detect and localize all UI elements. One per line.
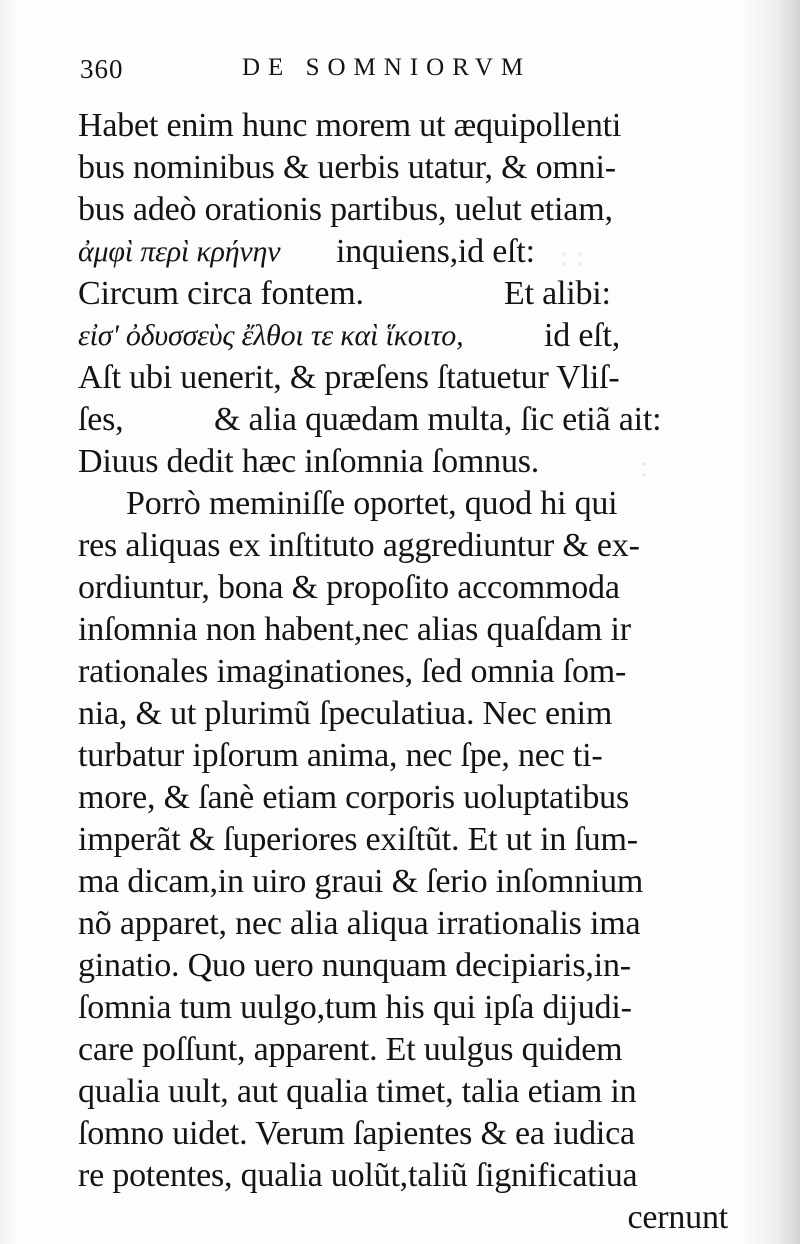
text-line: ma dicam,in uiro graui & ſerio inſomnium <box>78 863 644 900</box>
page-left-edge-shading <box>0 0 18 1244</box>
latin-gloss: Et alibi: <box>504 275 611 312</box>
text-line: re potentes, qualia uolũt,taliũ ſignificatiua <box>78 1157 638 1194</box>
text-line: Diuus dedit hæc inſomnia ſomnus. <box>78 443 540 480</box>
text-line: imperãt & ſuperiores exiſtũt. Et ut in ſum- <box>78 821 638 858</box>
greek-quotation: εἰσ' ὀδυσσεὺς ἔλθοι τε καὶ ἵκοιτο, <box>78 319 464 352</box>
text-fragment: & alia quædam multa, ſic etiã ait: <box>214 401 662 438</box>
text-line <box>78 272 726 316</box>
text-line: bus nominibus & uerbis utatur, & omni- <box>78 149 616 186</box>
text-fragment: ſes, <box>78 401 124 438</box>
running-title: DE SOMNIORVM <box>242 54 532 81</box>
text-line: ginatio. Quo uero nunquam decipiaris,in- <box>78 947 631 984</box>
bleed-through-marks: : <box>640 450 649 483</box>
spine-shadow <box>740 0 800 1244</box>
greek-quotation: ἀμφὶ περὶ κρήνην <box>78 235 281 268</box>
catchword: cernunt <box>627 1199 728 1236</box>
latin-gloss: inquiens,id eſt: <box>336 233 535 270</box>
paragraph-start-line: Porrò meminiſſe oportet, quod hi qui <box>126 485 618 522</box>
text-line: res aliquas ex inſtituto aggrediuntur & ex- <box>78 527 640 564</box>
text-line: ſomnia tum uulgo,tum his qui ipſa dijudi- <box>78 989 632 1026</box>
page-number: 360 <box>80 54 124 84</box>
text-line: nõ apparet, nec alia aliqua irrationalis ima <box>78 905 641 942</box>
text-line: bus adeò orationis partibus, uelut etiam, <box>78 191 613 228</box>
bleed-through-marks: : : <box>560 240 585 273</box>
text-line: qualia uult, aut qualia timet, talia etiam in <box>78 1073 637 1110</box>
text-line: turbatur ipſorum anima, nec ſpe, nec ti- <box>78 737 603 774</box>
text-line: more, & ſanè etiam corporis uoluptatibus <box>78 779 629 816</box>
text-line: Habet enim hunc morem ut æquipollenti <box>78 107 622 144</box>
latin-translation: Circum circa fontem. <box>78 275 364 312</box>
text-line: care poſſunt, apparent. Et uulgus quidem <box>78 1031 623 1068</box>
text-line: nia, & ut plurimũ ſpeculatiua. Nec enim <box>78 695 613 732</box>
latin-gloss: id eſt, <box>544 317 621 354</box>
text-line: Aſt ubi uenerit, & præſens ſtatuetur Vliſ- <box>78 359 620 396</box>
text-line: inſomnia non habent,nec alias quaſdam ir <box>78 611 631 648</box>
text-line: ordiuntur, bona & propoſito accommoda <box>78 569 620 606</box>
page-header <box>80 52 660 92</box>
text-line: ſomno uidet. Verum ſapientes & ea iudica <box>78 1115 635 1152</box>
text-line: rationales imaginationes, ſed omnia ſom- <box>78 653 627 690</box>
